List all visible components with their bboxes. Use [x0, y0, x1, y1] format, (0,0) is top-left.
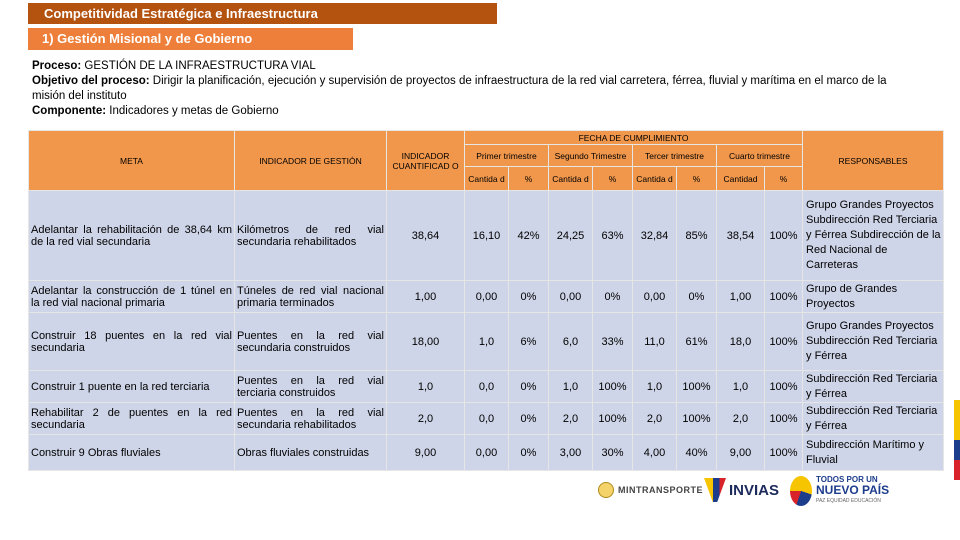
cell-q1-pct: 6%: [509, 313, 549, 371]
cell-cuantificado: 1,0: [387, 371, 465, 403]
cell-q4-pct: 100%: [765, 435, 803, 471]
mintransporte-logo: [598, 482, 703, 498]
cell-q3-pct: 40%: [677, 435, 717, 471]
header-q2-cantidad: Cantida d: [549, 167, 593, 191]
header-q4: Cuarto trimestre: [717, 145, 803, 167]
cell-q3-pct: 100%: [677, 371, 717, 403]
header-q1: Primer trimestre: [465, 145, 549, 167]
cell-q3-cantidad: 2,0: [633, 403, 677, 435]
cell-responsables: Subdirección Red Terciaria y Férrea: [803, 403, 944, 435]
invias-logo-text: INVIAS: [729, 481, 780, 499]
header-q1-cantidad: Cantida d: [465, 167, 509, 191]
section-title: Competitividad Estratégica e Infraestructura: [28, 3, 497, 24]
invias-mark-icon: [704, 478, 726, 502]
component-label: Componente:: [32, 105, 107, 117]
government-logo: [790, 474, 889, 507]
government-mark-icon: [790, 476, 812, 506]
header-row-1: [29, 131, 944, 145]
cell-responsables: Subdirección Red Terciaria y Férrea: [803, 371, 944, 403]
cell-cuantificado: 38,64: [387, 191, 465, 281]
cell-q1-pct: 42%: [509, 191, 549, 281]
cell-q2-pct: 63%: [593, 191, 633, 281]
header-q2: Segundo Trimestre: [549, 145, 633, 167]
cell-indicador: Puentes en la red vial secundaria construidos: [235, 313, 387, 371]
header-q3: Tercer trimestre: [633, 145, 717, 167]
table-row: [29, 403, 944, 435]
mintransporte-logo-text: MINTRANSPORTE: [618, 485, 703, 495]
objective-label: Objetivo del proceso:: [32, 75, 150, 87]
process-line: [32, 59, 922, 74]
cell-q3-cantidad: 4,00: [633, 435, 677, 471]
table-row: [29, 281, 944, 313]
cell-q2-cantidad: 6,0: [549, 313, 593, 371]
cell-q4-cantidad: 38,54: [717, 191, 765, 281]
cell-q1-cantidad: 1,0: [465, 313, 509, 371]
cell-q3-pct: 100%: [677, 403, 717, 435]
header-q3-cantidad: Cantida d: [633, 167, 677, 191]
government-logo-line-1: TODOS POR UN: [816, 475, 878, 484]
cell-q2-cantidad: 3,00: [549, 435, 593, 471]
cell-q3-cantidad: 11,0: [633, 313, 677, 371]
cell-q4-cantidad: 1,00: [717, 281, 765, 313]
cell-indicador: Puentes en la red vial secundaria rehabilitados: [235, 403, 387, 435]
cell-meta: Rehabilitar 2 de puentes en la red secundaria: [29, 403, 235, 435]
cell-q1-pct: 0%: [509, 403, 549, 435]
cell-q1-pct: 0%: [509, 371, 549, 403]
cell-meta: Construir 1 puente en la red terciaria: [29, 371, 235, 403]
cell-q2-pct: 100%: [593, 403, 633, 435]
cell-q2-pct: 33%: [593, 313, 633, 371]
header-responsables: RESPONSABLES: [803, 131, 944, 191]
government-logo-line-2: NUEVO PAÍS: [816, 483, 890, 497]
cell-q4-pct: 100%: [765, 371, 803, 403]
cell-indicador: Obras fluviales construidas: [235, 435, 387, 471]
cell-q1-cantidad: 0,0: [465, 371, 509, 403]
cell-cuantificado: 9,00: [387, 435, 465, 471]
section-subtitle: 1) Gestión Misional y de Gobierno: [28, 28, 353, 50]
header-q3-pct: %: [677, 167, 717, 191]
cell-q3-pct: 0%: [677, 281, 717, 313]
cell-q3-cantidad: 0,00: [633, 281, 677, 313]
coat-of-arms-icon: [598, 482, 614, 498]
objective-value: Dirigir la planificación, ejecución y supervisión de proyectos de infraestructura de la red vial carretera, férrea, fluvial y marítima en el marco de la misión del instituto: [32, 75, 887, 102]
cell-q2-pct: 100%: [593, 371, 633, 403]
cell-q3-cantidad: 32,84: [633, 191, 677, 281]
footer-logos: [598, 474, 938, 534]
cell-meta: Adelantar la construcción de 1 túnel en la red vial nacional primaria: [29, 281, 235, 313]
cell-cuantificado: 18,00: [387, 313, 465, 371]
cell-q2-cantidad: 0,00: [549, 281, 593, 313]
indicators-table: [28, 130, 944, 471]
cell-q1-cantidad: 0,00: [465, 281, 509, 313]
header-cuantificado: INDICADOR CUANTIFICAD O: [387, 131, 465, 191]
cell-meta: Construir 9 Obras fluviales: [29, 435, 235, 471]
table-row: [29, 191, 944, 281]
cell-q4-cantidad: 2,0: [717, 403, 765, 435]
cell-q4-cantidad: 18,0: [717, 313, 765, 371]
component-value: Indicadores y metas de Gobierno: [106, 105, 279, 117]
cell-indicador: Puentes en la red vial terciaria construidos: [235, 371, 387, 403]
invias-logo: [704, 478, 779, 502]
cell-q2-pct: 0%: [593, 281, 633, 313]
cell-responsables: Grupo de Grandes Proyectos: [803, 281, 944, 313]
cell-q4-pct: 100%: [765, 403, 803, 435]
cell-q1-cantidad: 16,10: [465, 191, 509, 281]
cell-q1-pct: 0%: [509, 435, 549, 471]
process-info: [32, 59, 922, 119]
cell-q1-cantidad: 0,00: [465, 435, 509, 471]
header-meta: META: [29, 131, 235, 191]
header-fecha: FECHA DE CUMPLIMIENTO: [465, 131, 803, 145]
process-value: GESTIÓN DE LA INFRAESTRUCTURA VIAL: [81, 60, 316, 72]
objective-line: [32, 74, 922, 104]
cell-q4-pct: 100%: [765, 281, 803, 313]
cell-responsables: Subdirección Marítimo y Fluvial: [803, 435, 944, 471]
component-line: [32, 104, 922, 119]
cell-indicador: Túneles de red vial nacional primaria terminados: [235, 281, 387, 313]
header-q4-pct: %: [765, 167, 803, 191]
cell-q1-cantidad: 0,0: [465, 403, 509, 435]
cell-q4-pct: 100%: [765, 313, 803, 371]
cell-indicador: Kilómetros de red vial secundaria rehabilitados: [235, 191, 387, 281]
cell-q2-pct: 30%: [593, 435, 633, 471]
header-q4-cantidad: Cantidad: [717, 167, 765, 191]
colombia-flag-stripe: [954, 400, 960, 480]
cell-responsables: Grupo Grandes Proyectos Subdirección Red Terciaria y Férrea Subdirección de la Red Nacional de Carreteras: [803, 191, 944, 281]
cell-q3-pct: 85%: [677, 191, 717, 281]
cell-meta: Construir 18 puentes en la red vial secundaria: [29, 313, 235, 371]
government-logo-line-3: PAZ EQUIDAD EDUCACIÓN: [816, 498, 881, 504]
cell-q2-cantidad: 24,25: [549, 191, 593, 281]
cell-q4-cantidad: 9,00: [717, 435, 765, 471]
table-row: [29, 435, 944, 471]
header-indicador: INDICADOR DE GESTIÓN: [235, 131, 387, 191]
cell-q3-cantidad: 1,0: [633, 371, 677, 403]
cell-q2-cantidad: 1,0: [549, 371, 593, 403]
cell-responsables: Grupo Grandes Proyectos Subdirección Red Terciaria y Férrea: [803, 313, 944, 371]
cell-meta: Adelantar la rehabilitación de 38,64 km de la red vial secundaria: [29, 191, 235, 281]
cell-q1-pct: 0%: [509, 281, 549, 313]
cell-cuantificado: 1,00: [387, 281, 465, 313]
cell-q4-cantidad: 1,0: [717, 371, 765, 403]
header-q2-pct: %: [593, 167, 633, 191]
table-row: [29, 313, 944, 371]
table-row: [29, 371, 944, 403]
cell-q4-pct: 100%: [765, 191, 803, 281]
header-q1-pct: %: [509, 167, 549, 191]
process-label: Proceso:: [32, 60, 82, 72]
cell-q3-pct: 61%: [677, 313, 717, 371]
cell-cuantificado: 2,0: [387, 403, 465, 435]
cell-q2-cantidad: 2,0: [549, 403, 593, 435]
